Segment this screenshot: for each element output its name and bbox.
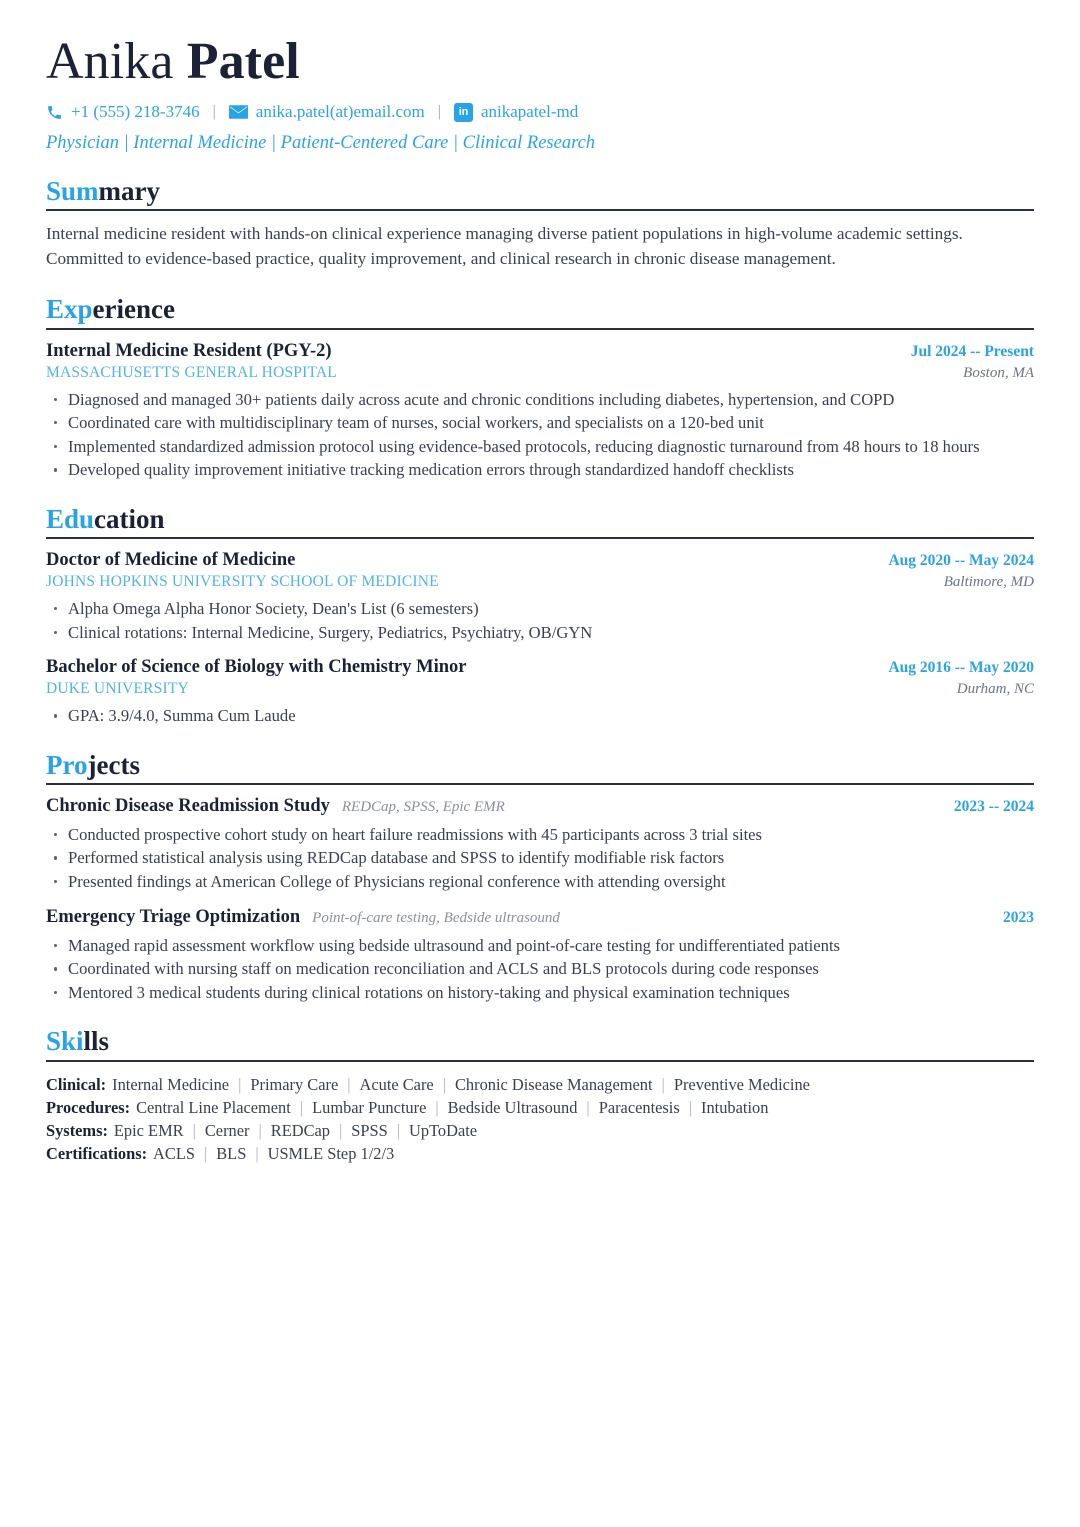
education-entry — [46, 657, 1034, 728]
school-location: Durham, NC — [956, 681, 1034, 698]
skill-item: USMLE Step 1/2/3 — [267, 1144, 395, 1164]
entry-org-row — [46, 364, 1034, 382]
section-heading-education — [46, 504, 1034, 539]
projects-body — [46, 785, 1034, 1004]
skill-item: Internal Medicine — [112, 1074, 230, 1094]
list-item: Implemented standardized admission protocol using evidence-based protocols, reducing diagnostic turnaround from 48 hours to 18 hours — [46, 435, 1034, 459]
email-icon — [229, 105, 248, 119]
entry-title-row — [46, 657, 1034, 678]
skill-separator: | — [255, 1144, 259, 1164]
contact-separator: | — [212, 103, 216, 121]
education-bullet-list — [46, 597, 1034, 644]
entry-title-row — [46, 341, 1034, 362]
project-title: Chronic Disease Readmission Study — [46, 795, 330, 816]
phone-text: +1 (555) 218-3746 — [71, 102, 200, 122]
school-location: Baltimore, MD — [943, 573, 1034, 590]
section-heading-summary — [46, 176, 1034, 211]
summary-body — [46, 211, 1034, 272]
skill-separator: | — [586, 1097, 590, 1117]
skill-separator: | — [258, 1121, 262, 1141]
skill-item: Preventive Medicine — [673, 1074, 810, 1094]
section-summary — [46, 176, 1034, 272]
employer-name: MASSACHUSETTS GENERAL HOSPITAL — [46, 363, 337, 381]
entry-title-row — [46, 550, 1034, 571]
heading-accent: Sum — [46, 176, 99, 207]
skill-separator: | — [442, 1074, 446, 1094]
entry-title-row — [46, 796, 1034, 817]
skill-group-procedures — [46, 1096, 1034, 1119]
contact-phone[interactable] — [46, 102, 200, 122]
skill-item: Acute Care — [359, 1074, 434, 1094]
project-date: 2023 -- 2024 — [953, 797, 1034, 815]
heading-rest: cation — [94, 503, 165, 534]
skill-separator: | — [396, 1121, 401, 1141]
phone-icon — [46, 104, 63, 121]
skill-item: Cerner — [204, 1121, 250, 1141]
skill-item: SPSS — [351, 1121, 388, 1141]
experience-entry — [46, 341, 1034, 482]
section-projects — [46, 750, 1034, 1005]
project-stack: Point-of-care testing, Bedside ultrasound — [312, 909, 560, 926]
summary-text: Internal medicine resident with hands-on clinical experience managing diverse patient populations in high-volume academic settings. Committed to evidence-based practice, quality improvement, and clinical research in chronic disease management. — [46, 224, 963, 269]
list-item: Conducted prospective cohort study on heart failure readmissions with 45 participants across 3 trial sites — [46, 823, 1034, 847]
skill-item: Bedside Ultrasound — [447, 1097, 578, 1117]
skill-item: ACLS — [153, 1144, 195, 1164]
skill-separator: | — [192, 1121, 196, 1141]
list-item: Performed statistical analysis using REDCap database and SPSS to identify modifiable risk factors — [46, 846, 1034, 870]
list-item: Diagnosed and managed 30+ patients daily across acute and chronic conditions including diabetes, hypertension, and COPD — [46, 388, 1034, 412]
skill-item: Lumbar Puncture — [312, 1097, 427, 1117]
email-text: anika.patel(at)email.com — [255, 102, 425, 122]
skill-item: REDCap — [270, 1121, 330, 1141]
entry-org-row — [46, 573, 1034, 591]
list-item: Alpha Omega Alpha Honor Society, Dean's List (6 semesters) — [46, 597, 1034, 621]
skill-group-systems — [46, 1119, 1034, 1142]
skill-separator: | — [338, 1121, 343, 1141]
school-name: DUKE UNIVERSITY — [46, 680, 189, 698]
skill-category-label: Certifications: — [46, 1144, 148, 1164]
job-date: Jul 2024 -- Present — [910, 342, 1034, 360]
project-title: Emergency Triage Optimization — [46, 906, 301, 927]
skill-category-label: Systems: — [46, 1121, 108, 1141]
skill-category-label: Clinical: — [46, 1074, 107, 1094]
heading-rest: jects — [87, 749, 140, 780]
linkedin-text: anikapatel-md — [480, 102, 579, 122]
list-item: Clinical rotations: Internal Medicine, Surgery, Pediatrics, Psychiatry, OB/GYN — [46, 621, 1034, 645]
project-stack: REDCap, SPSS, Epic EMR — [341, 798, 505, 815]
list-item: Managed rapid assessment workflow using bedside ultrasound and point-of-care testing for undifferentiated patients — [46, 934, 1034, 958]
skill-item: Paracentesis — [598, 1097, 680, 1117]
skill-separator: | — [203, 1144, 208, 1164]
section-heading-skills — [46, 1026, 1034, 1061]
heading-accent: Edu — [46, 503, 95, 534]
resume-header — [46, 34, 1034, 154]
skill-item: Epic EMR — [113, 1121, 184, 1141]
project-date: 2023 — [1003, 908, 1034, 926]
skill-item: Primary Care — [250, 1074, 339, 1094]
section-experience — [46, 294, 1034, 481]
list-item: Developed quality improvement initiative tracking medication errors through standardized handoff checklists — [46, 458, 1034, 482]
skills-body — [46, 1062, 1034, 1166]
skill-separator: | — [299, 1097, 304, 1117]
skill-item: Chronic Disease Management — [455, 1074, 653, 1094]
contact-row — [46, 102, 1034, 122]
heading-accent: Pro — [46, 749, 88, 780]
skill-items — [153, 1144, 394, 1163]
contact-linkedin[interactable] — [454, 102, 578, 122]
project-entry — [46, 796, 1034, 894]
degree-title: Bachelor of Science of Biology with Chemistry Minor — [46, 657, 467, 678]
project-title-group — [46, 907, 560, 928]
candidate-name — [46, 34, 1034, 90]
education-entry — [46, 550, 1034, 644]
contact-email[interactable] — [229, 102, 425, 122]
education-bullet-list — [46, 704, 1034, 728]
job-title: Internal Medicine Resident (PGY-2) — [46, 340, 332, 361]
job-location: Boston, MA — [963, 364, 1034, 381]
skill-item: Intubation — [701, 1097, 769, 1117]
skill-separator: | — [435, 1097, 439, 1117]
heading-accent: Ski — [46, 1026, 84, 1057]
section-skills — [46, 1026, 1034, 1165]
last-name: Patel — [186, 33, 300, 90]
skill-item: UpToDate — [409, 1121, 478, 1141]
section-heading-projects — [46, 750, 1034, 785]
heading-rest: erience — [92, 294, 175, 325]
heading-rest: mary — [98, 176, 161, 207]
project-bullet-list — [46, 934, 1034, 1005]
skill-group-clinical — [46, 1073, 1034, 1096]
heading-rest: lls — [83, 1026, 110, 1057]
list-item: Coordinated with nursing staff on medication reconciliation and ACLS and BLS protocols during code responses — [46, 957, 1034, 981]
skill-separator: | — [347, 1074, 351, 1094]
job-bullet-list — [46, 388, 1034, 482]
project-title-group — [46, 796, 505, 817]
skill-items — [136, 1098, 768, 1117]
list-item: Coordinated care with multidisciplinary team of nurses, social workers, and specialists on a 120-bed unit — [46, 411, 1034, 435]
list-item: Presented findings at American College of Physicians regional conference with attending oversight — [46, 870, 1034, 894]
linkedin-icon: in — [454, 103, 473, 122]
skill-group-certifications — [46, 1142, 1034, 1165]
skill-separator: | — [688, 1097, 693, 1117]
degree-date: Aug 2016 -- May 2020 — [888, 659, 1034, 677]
list-item: Mentored 3 medical students during clinical rotations on history-taking and physical examination techniques — [46, 981, 1034, 1005]
heading-accent: Exp — [46, 294, 93, 325]
degree-date: Aug 2020 -- May 2024 — [888, 551, 1034, 569]
skill-item: BLS — [216, 1144, 247, 1164]
experience-body — [46, 330, 1034, 482]
list-item: GPA: 3.9/4.0, Summa Cum Laude — [46, 704, 1034, 728]
professional-tagline: Physician | Internal Medicine | Patient-Centered Care | Clinical Research — [46, 133, 596, 154]
skill-category-label: Procedures: — [46, 1097, 131, 1117]
section-heading-experience — [46, 294, 1034, 329]
entry-title-row — [46, 907, 1034, 928]
skill-items — [114, 1121, 477, 1140]
skill-item: Central Line Placement — [136, 1097, 291, 1117]
project-entry — [46, 907, 1034, 1005]
project-bullet-list — [46, 823, 1034, 894]
contact-separator-2: | — [437, 103, 441, 121]
degree-title: Doctor of Medicine of Medicine — [46, 549, 296, 570]
skill-items — [112, 1075, 810, 1094]
section-education — [46, 504, 1034, 728]
first-name: Anika — [46, 33, 174, 90]
skill-separator: | — [661, 1074, 665, 1094]
education-body — [46, 539, 1034, 728]
skill-separator: | — [238, 1074, 242, 1094]
entry-org-row — [46, 680, 1034, 698]
school-name: JOHNS HOPKINS UNIVERSITY SCHOOL OF MEDICINE — [46, 572, 439, 590]
